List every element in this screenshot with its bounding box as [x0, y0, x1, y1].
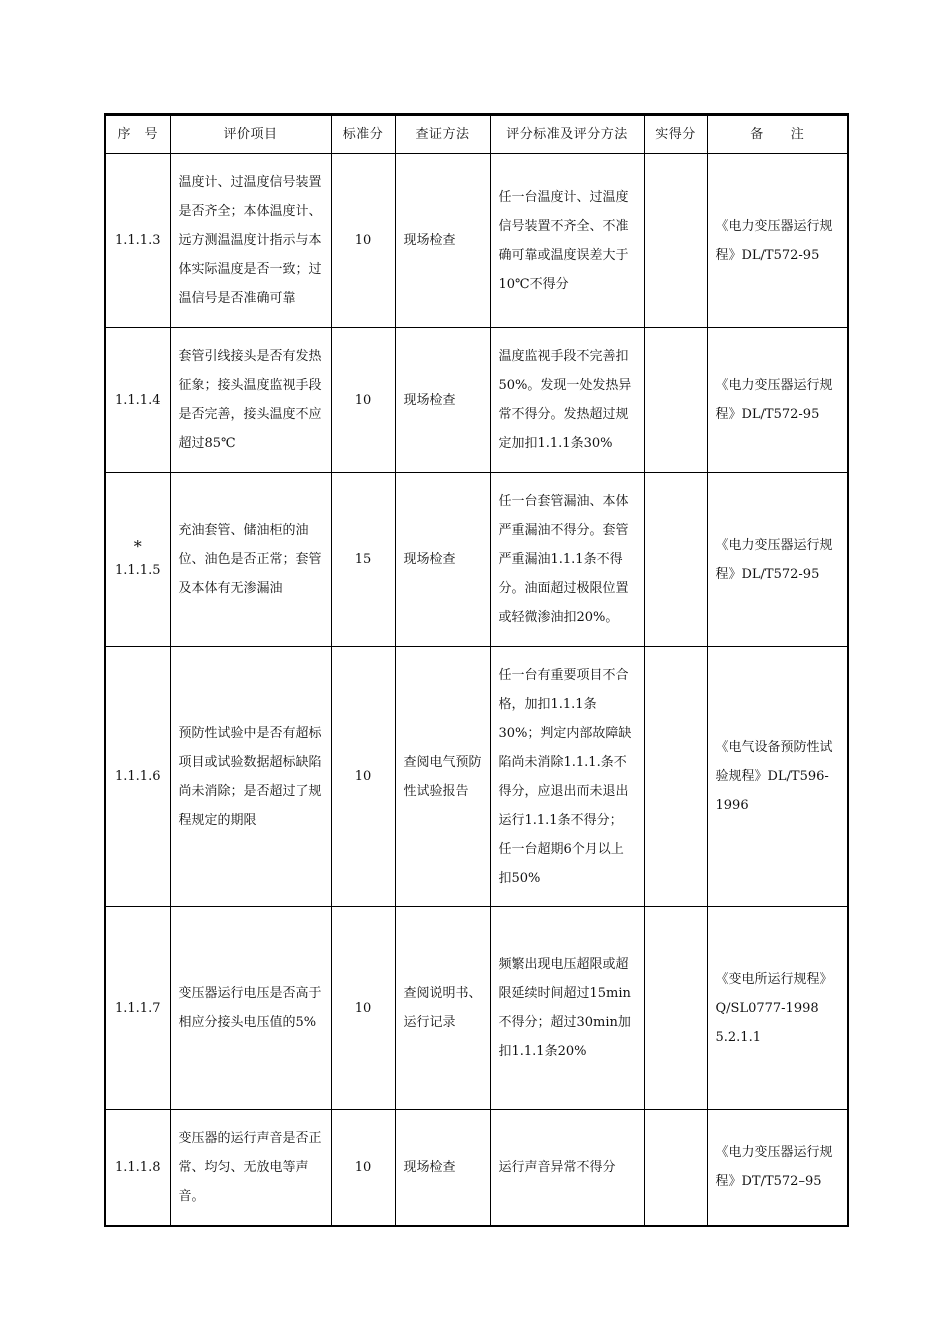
item-cell: 变压器运行电压是否高于相应分接头电压值的5%	[170, 907, 331, 1110]
actual-score-cell	[644, 154, 707, 328]
header-note: 备 注	[707, 115, 848, 154]
score-cell: 10	[331, 154, 395, 328]
item-cell: 变压器的运行声音是否正常、均匀、无放电等声音。	[170, 1110, 331, 1226]
note-cell: 《电气设备预防性试验规程》DL/T596-1996	[707, 647, 848, 907]
score-cell: 10	[331, 1110, 395, 1226]
seq-cell: 1.1.1.7	[105, 907, 170, 1110]
criteria-cell: 温度监视手段不完善扣50%。发现一处发热异常不得分。发热超过规定加扣1.1.1条30%	[490, 328, 644, 473]
table-row	[105, 647, 848, 907]
criteria-cell: 频繁出现电压超限或超限延续时间超过15min不得分；超过30min加扣1.1.1条20%	[490, 907, 644, 1110]
score-cell: 10	[331, 328, 395, 473]
seq-cell: 1.1.1.6	[105, 647, 170, 907]
item-cell: 预防性试验中是否有超标项目或试验数据超标缺陷尚未消除；是否超过了规程规定的期限	[170, 647, 331, 907]
header-check-method: 查证方法	[395, 115, 490, 154]
star-mark: *	[133, 536, 142, 556]
method-cell: 现场检查	[395, 328, 490, 473]
evaluation-table	[104, 113, 849, 1227]
seq-cell: 1.1.1.3	[105, 154, 170, 328]
item-cell: 套管引线接头是否有发热征象；接头温度监视手段是否完善，接头温度不应超过85℃	[170, 328, 331, 473]
table-row	[105, 1110, 848, 1226]
method-cell: 现场检查	[395, 473, 490, 647]
header-actual-score: 实得分	[644, 115, 707, 154]
header-row	[105, 115, 848, 154]
table-row	[105, 473, 848, 647]
score-cell: 10	[331, 647, 395, 907]
seq-number: 1.1.1.5	[115, 562, 161, 578]
criteria-cell: 任一台温度计、过温度信号装置不齐全、不准确可靠或温度误差大于10℃不得分	[490, 154, 644, 328]
item-cell: 温度计、过温度信号装置是否齐全；本体温度计、远方测温温度计指示与本体实际温度是否一致；过温信号是否准确可靠	[170, 154, 331, 328]
note-cell: 《变电所运行规程》Q/SL0777-1998 5.2.1.1	[707, 907, 848, 1110]
table-row	[105, 328, 848, 473]
actual-score-cell	[644, 328, 707, 473]
header-item: 评价项目	[170, 115, 331, 154]
item-cell: 充油套管、储油柜的油位、油色是否正常；套管及本体有无渗漏油	[170, 473, 331, 647]
seq-cell: 1.1.1.8	[105, 1110, 170, 1226]
score-cell: 15	[331, 473, 395, 647]
seq-cell: 1.1.1.4	[105, 328, 170, 473]
note-cell: 《电力变压器运行规程》DT/T572–95	[707, 1110, 848, 1226]
note-cell: 《电力变压器运行规程》DL/T572-95	[707, 328, 848, 473]
criteria-cell: 任一台套管漏油、本体严重漏油不得分。套管严重漏油1.1.1条不得分。油面超过极限位置或轻微渗油扣20%。	[490, 473, 644, 647]
header-seq: 序 号	[105, 115, 170, 154]
actual-score-cell	[644, 1110, 707, 1226]
header-criteria: 评分标准及评分方法	[490, 115, 644, 154]
method-cell: 现场检查	[395, 1110, 490, 1226]
table-row	[105, 154, 848, 328]
actual-score-cell	[644, 473, 707, 647]
actual-score-cell	[644, 647, 707, 907]
seq-cell	[105, 473, 170, 647]
method-cell: 现场检查	[395, 154, 490, 328]
score-cell: 10	[331, 907, 395, 1110]
criteria-cell: 运行声音异常不得分	[490, 1110, 644, 1226]
actual-score-cell	[644, 907, 707, 1110]
note-cell: 《电力变压器运行规程》DL/T572-95	[707, 473, 848, 647]
criteria-cell: 任一台有重要项目不合格，加扣1.1.1条30%；判定内部故障缺陷尚未消除1.1.1.条不得分，应退出而未退出运行1.1.1条不得分；任一台超期6个月以上扣50%	[490, 647, 644, 907]
method-cell: 查阅说明书、运行记录	[395, 907, 490, 1110]
method-cell: 查阅电气预防性试验报告	[395, 647, 490, 907]
note-cell: 《电力变压器运行规程》DL/T572-95	[707, 154, 848, 328]
table-row	[105, 907, 848, 1110]
header-standard-score: 标准分	[331, 115, 395, 154]
